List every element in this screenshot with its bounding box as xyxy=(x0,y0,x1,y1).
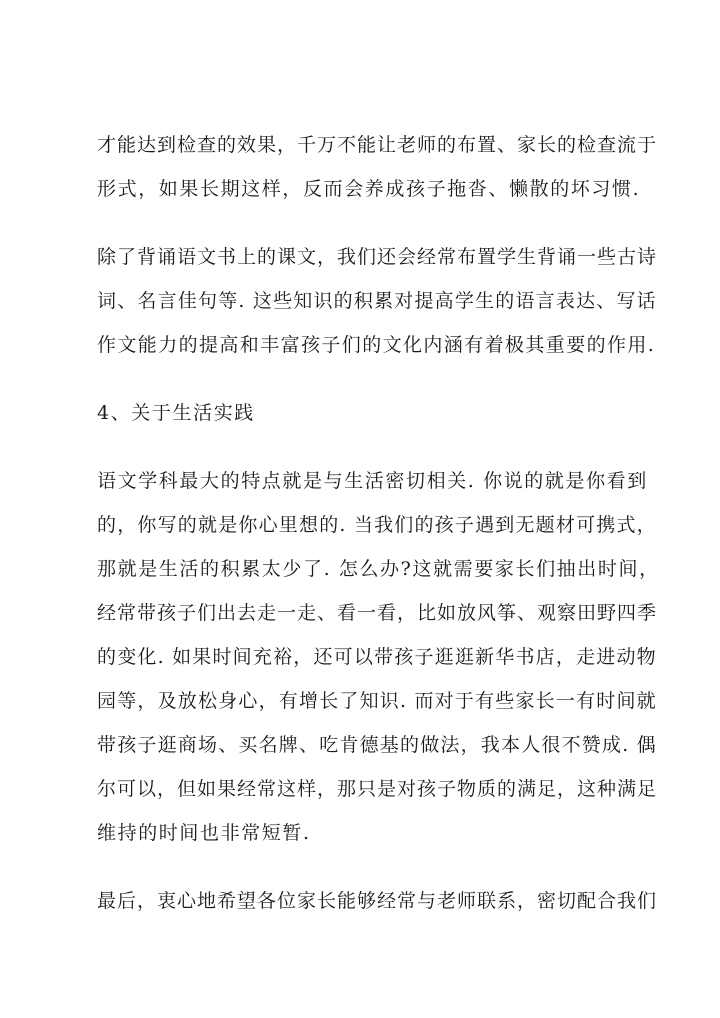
paragraph-4-line-8: 尔可以，但如果经常这样，那只是对孩子物质的满足，这种满足 xyxy=(97,778,658,800)
paragraph-4-line-6: 园等，及放松身心，有增长了知识. 而对于有些家长一有时间就 xyxy=(97,690,657,712)
paragraph-1-line-2: 形式，如果长期这样，反而会养成孩子拖沓、懒散的坏习惯. xyxy=(97,178,641,200)
paragraph-5-line-1: 最后，衷心地希望各位家长能够经常与老师联系，密切配合我们 xyxy=(97,890,658,912)
paragraph-4-line-2: 的，你写的就是你心里想的. 当我们的孩子遇到无题材可携式， xyxy=(97,514,657,536)
section-heading: 4、关于生活实践 xyxy=(97,402,255,424)
paragraph-4-line-9: 维持的时间也非常短暂. xyxy=(97,822,311,844)
paragraph-4-line-7: 带孩子逛商场、买名牌、吃肯德基的做法，我本人很不赞成. 偶 xyxy=(97,734,657,756)
paragraph-1-line-1: 才能达到检查的效果，千万不能让老师的布置、家长的检查流于 xyxy=(97,134,658,156)
paragraph-2-line-1: 除了背诵语文书上的课文，我们还会经常布置学生背诵一些古诗 xyxy=(97,246,658,268)
paragraph-4-line-5: 的变化. 如果时间充裕，还可以带孩子逛逛新华书店，走进动物 xyxy=(97,646,657,668)
paragraph-2-line-2: 词、名言佳句等. 这些知识的积累对提高学生的语言表达、写话 xyxy=(97,290,657,312)
paragraph-4-line-3: 那就是生活的积累太少了. 怎么办?这就需要家长们抽出时间， xyxy=(97,558,660,580)
paragraph-4-line-4: 经常带孩子们出去走一走、看一看，比如放风筝、观察田野四季 xyxy=(97,602,658,624)
paragraph-2-line-3: 作文能力的提高和丰富孩子们的文化内涵有着极其重要的作用. xyxy=(97,334,656,356)
paragraph-4-line-1: 语文学科最大的特点就是与生活密切相关. 你说的就是你看到 xyxy=(97,470,648,492)
